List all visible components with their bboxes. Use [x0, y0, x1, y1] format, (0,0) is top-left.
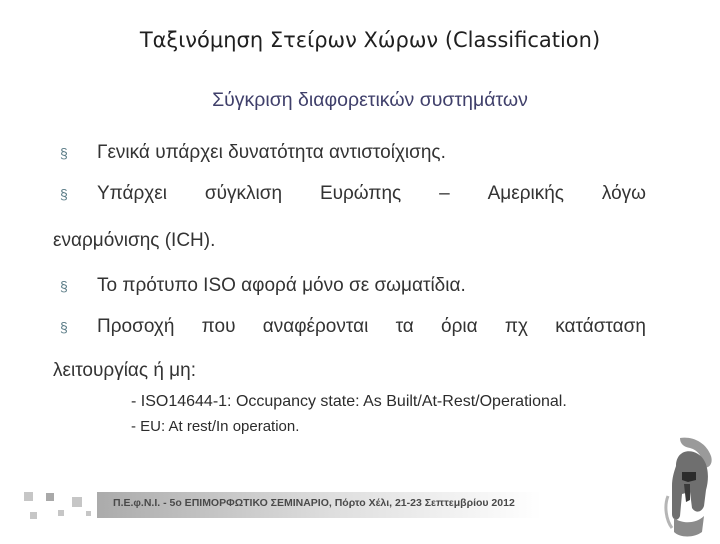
bullet-item [60, 141, 646, 165]
bullet-text [97, 182, 646, 206]
sub-item: - ISO14644-1: Occupancy state: As Built/At-Rest/Operational. [131, 393, 567, 410]
footer-text: Π.Ε.φ.Ν.Ι. - 5ο ΕΠΙΜΟΡΦΩΤΙΚΟ ΣΕΜΙΝΑΡΙΟ, Πόρτο Χέλι, 21-23 Σεπτεμβρίου 2012 [113, 497, 515, 509]
bullet-word: που [201, 316, 236, 337]
bullet-item [60, 182, 646, 206]
bullet-marker: § [60, 319, 68, 335]
bullet-marker: § [60, 278, 68, 294]
bullet-word: Αμερικής [487, 183, 564, 204]
bullet-word: σύγκλιση [204, 183, 283, 204]
bullet-word: τα [395, 316, 414, 337]
spartan-helmet-icon [662, 436, 716, 540]
bullet-marker: § [60, 145, 68, 161]
bullet-word: όρια [441, 316, 478, 337]
bullet-word: κατάσταση [555, 316, 646, 337]
bullet-continuation: εναρμόνισης (ICH). [53, 230, 216, 251]
bullet-item [60, 274, 646, 298]
bullet-text [97, 315, 646, 339]
bullet-word: Προσοχή [97, 316, 175, 337]
bullet-word: αναφέρονται [262, 316, 369, 337]
bullet-word: πχ [504, 316, 528, 337]
bullet-word: λόγω [601, 183, 646, 204]
bullet-word: Ευρώπης [319, 183, 402, 204]
slide-title: Ταξινόμηση Στείρων Χώρων (Classification) [139, 28, 601, 52]
bullet-word: – [439, 183, 450, 204]
sub-item: - EU: At rest/In operation. [131, 418, 300, 435]
bullet-marker: § [60, 186, 68, 202]
bullet-continuation: λειτουργίας ή μη: [53, 360, 196, 381]
bullet-text: Γενικά υπάρχει δυνατότητα αντιστοίχισης. [97, 142, 446, 163]
slide-subtitle: Σύγκριση διαφορετικών συστημάτων [212, 89, 528, 111]
bullet-text: Το πρότυπο ISO αφορά μόνο σε σωματίδια. [97, 275, 466, 296]
bullet-item [60, 315, 646, 339]
bullet-word: Υπάρχει [97, 183, 167, 204]
